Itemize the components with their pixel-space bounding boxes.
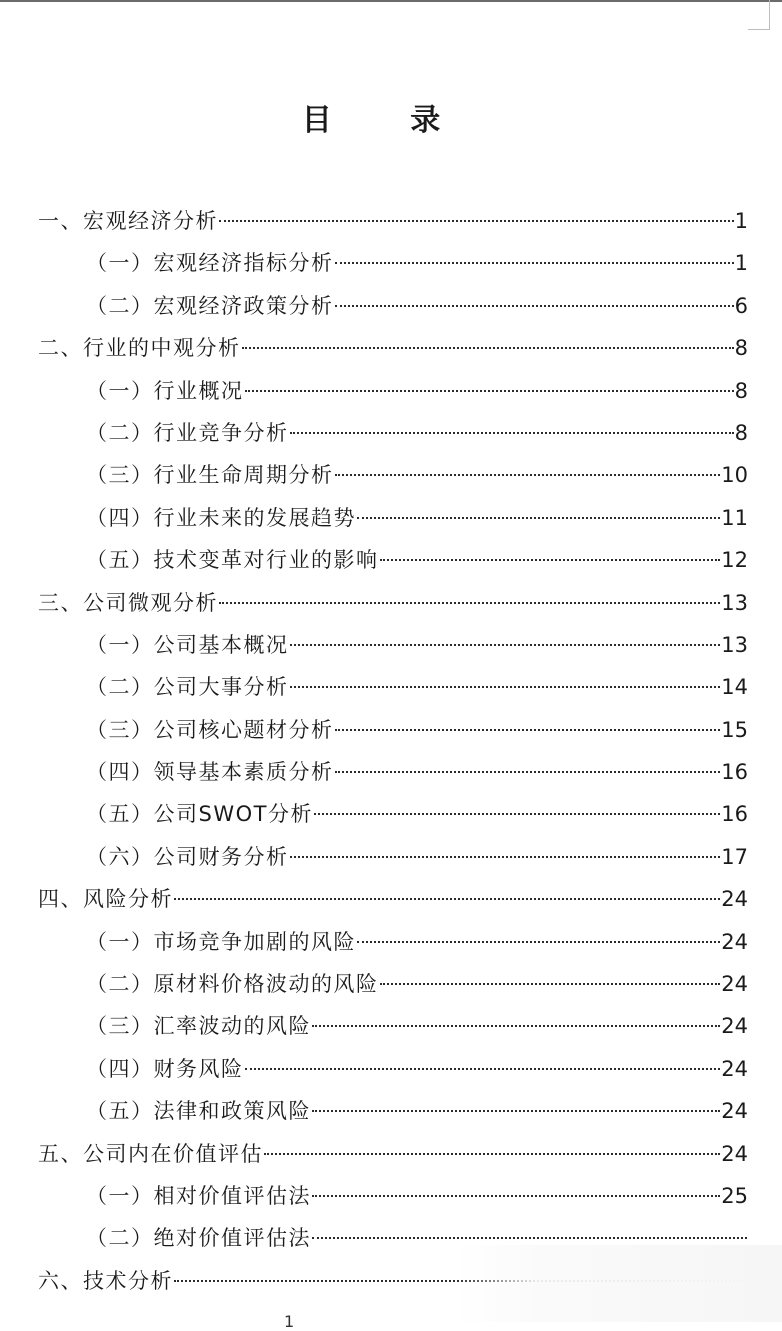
toc-dot-leader — [242, 347, 734, 349]
toc-dot-leader — [219, 602, 720, 604]
toc-entry-label: （三）公司核心题材分析 — [86, 717, 334, 742]
toc-entry-label: （二）宏观经济政策分析 — [86, 293, 334, 318]
toc-dot-leader — [357, 517, 720, 519]
toc-entry[interactable] — [38, 624, 748, 666]
toc-entry-label: （二）原材料价格波动的风险 — [86, 972, 379, 997]
toc-dot-leader — [380, 559, 721, 561]
toc-entry-page-number: 10 — [721, 463, 748, 488]
toc-entry[interactable] — [38, 1175, 748, 1217]
toc-entry-label: 二、行业的中观分析 — [38, 336, 241, 361]
toc-entry[interactable] — [38, 1048, 748, 1090]
toc-entry-label: 四、风险分析 — [38, 887, 173, 912]
toc-entry-label: （二）行业竞争分析 — [86, 420, 289, 445]
toc-dot-leader — [312, 1195, 720, 1197]
table-of-contents — [38, 200, 748, 1302]
toc-entry[interactable] — [38, 836, 748, 878]
toc-entry-label: （一）相对价值评估法 — [86, 1183, 311, 1208]
toc-dot-leader — [357, 941, 720, 943]
toc-entry-page-number: 16 — [721, 760, 748, 785]
toc-entry-page-number: 17 — [721, 844, 748, 869]
toc-dot-leader — [335, 474, 721, 476]
toc-entry-page-number: 15 — [721, 717, 748, 742]
toc-dot-leader — [290, 856, 721, 858]
toc-entry[interactable] — [38, 285, 748, 327]
toc-dot-leader — [290, 686, 721, 688]
toc-entry-label: （一）行业概况 — [86, 378, 244, 403]
toc-entry-label: （四）领导基本素质分析 — [86, 760, 334, 785]
top-border-line — [0, 0, 782, 2]
toc-entry-label: 五、公司内在价值评估 — [38, 1141, 263, 1166]
toc-dot-leader — [335, 771, 721, 773]
toc-entry-label: （三）行业生命周期分析 — [86, 463, 334, 488]
toc-entry-page-number: 11 — [721, 505, 748, 530]
toc-entry-page-number: 25 — [721, 1183, 748, 1208]
toc-entry-label: 三、公司微观分析 — [38, 590, 218, 615]
toc-entry[interactable] — [38, 963, 748, 1005]
toc-entry[interactable] — [38, 793, 748, 835]
toc-dot-leader — [290, 432, 734, 434]
toc-entry-label: （六）公司财务分析 — [86, 844, 289, 869]
toc-entry-page-number: 8 — [734, 336, 748, 361]
toc-entry-page-number: 16 — [721, 802, 748, 827]
toc-entry[interactable] — [38, 454, 748, 496]
toc-entry[interactable] — [38, 1133, 748, 1175]
toc-entry-page-number: 8 — [734, 378, 748, 403]
toc-entry-page-number: 6 — [734, 293, 748, 318]
toc-dot-leader — [245, 1068, 721, 1070]
toc-entry-page-number: 24 — [721, 972, 748, 997]
toc-entry-label: （三）汇率波动的风险 — [86, 1014, 311, 1039]
toc-entry-page-number: 24 — [721, 1141, 748, 1166]
toc-entry-label: （一）市场竞争加剧的风险 — [86, 929, 356, 954]
toc-entry[interactable] — [38, 1005, 748, 1047]
toc-entry[interactable] — [38, 751, 748, 793]
toc-dot-leader — [245, 390, 734, 392]
toc-entry-page-number: 24 — [721, 1099, 748, 1124]
toc-entry-page-number: 12 — [721, 548, 748, 573]
toc-entry-page-number: 24 — [721, 1056, 748, 1081]
page-corner-mark — [748, 0, 770, 30]
toc-dot-leader — [219, 220, 734, 222]
toc-dot-leader — [380, 983, 721, 985]
toc-entry-label: （四）行业未来的发展趋势 — [86, 505, 356, 530]
page-title: 目 录 — [301, 103, 475, 138]
toc-entry-page-number: 24 — [721, 929, 748, 954]
toc-entry-page-number: 13 — [721, 632, 748, 657]
toc-entry[interactable] — [38, 242, 748, 284]
toc-entry-label: （五）公司SWOT分析 — [86, 802, 313, 827]
toc-entry-label: （二）公司大事分析 — [86, 675, 289, 700]
toc-dot-leader — [264, 1153, 720, 1155]
toc-dot-leader — [312, 1237, 747, 1239]
toc-entry-label: 六、技术分析 — [38, 1268, 173, 1293]
toc-entry[interactable] — [38, 1217, 748, 1259]
toc-dot-leader — [314, 813, 720, 815]
toc-entry[interactable] — [38, 1090, 748, 1132]
toc-entry-label: （五）技术变革对行业的影响 — [86, 548, 379, 573]
toc-entry-page-number: 24 — [721, 1014, 748, 1039]
toc-dot-leader — [174, 1280, 747, 1282]
toc-entry[interactable] — [38, 666, 748, 708]
toc-entry[interactable] — [38, 370, 748, 412]
toc-entry-page-number: 13 — [721, 590, 748, 615]
toc-entry-page-number: 14 — [721, 675, 748, 700]
toc-entry[interactable] — [38, 327, 748, 369]
toc-entry-page-number: 1 — [734, 209, 748, 233]
toc-dot-leader — [335, 262, 734, 264]
toc-entry[interactable] — [38, 582, 748, 624]
toc-entry-label: （五）法律和政策风险 — [86, 1099, 311, 1124]
toc-entry-label: （二）绝对价值评估法 — [86, 1226, 311, 1251]
toc-dot-leader — [290, 644, 721, 646]
toc-entry-label: （四）财务风险 — [86, 1056, 244, 1081]
toc-entry[interactable] — [38, 497, 748, 539]
toc-dot-leader — [312, 1025, 720, 1027]
toc-dot-leader — [335, 305, 734, 307]
toc-entry-label: （一）公司基本概况 — [86, 632, 289, 657]
page-number-footer: 1 — [284, 1312, 295, 1331]
toc-entry-page-number: 24 — [721, 887, 748, 912]
toc-entry[interactable] — [38, 921, 748, 963]
toc-entry[interactable] — [38, 709, 748, 751]
toc-entry-label: （一）宏观经济指标分析 — [86, 251, 334, 276]
toc-entry[interactable] — [38, 412, 748, 454]
toc-entry[interactable] — [38, 1260, 748, 1302]
toc-entry-label: 一、宏观经济分析 — [38, 209, 218, 233]
toc-entry-page-number: 1 — [734, 251, 748, 276]
toc-dot-leader — [312, 1110, 720, 1112]
toc-dot-leader — [174, 898, 720, 900]
toc-dot-leader — [335, 729, 721, 731]
toc-entry[interactable] — [38, 878, 748, 920]
toc-entry-page-number: 8 — [734, 420, 748, 445]
toc-entry[interactable] — [38, 200, 748, 242]
toc-entry[interactable] — [38, 539, 748, 581]
